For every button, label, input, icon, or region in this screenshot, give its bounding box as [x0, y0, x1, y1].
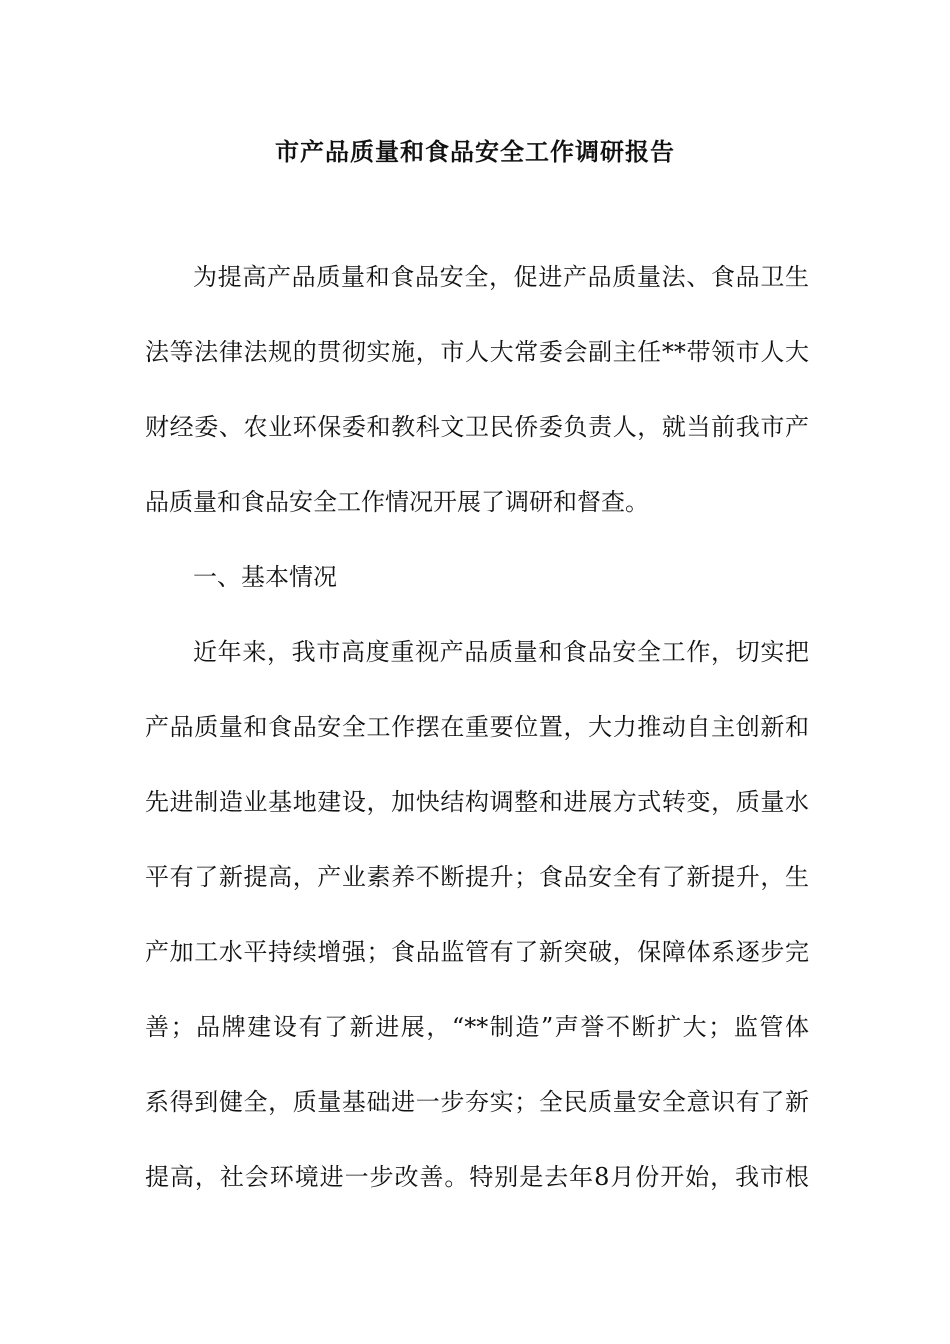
paragraph-1-line-3: 财经委、农业环保委和教科文卫民侨委负责人，就当前我市产 [145, 413, 809, 441]
paragraph-2-line-2: 产品质量和食品安全工作摆在重要位置，大力推动自主创新和 [145, 713, 809, 741]
section-heading: 一、基本情况 [193, 563, 337, 591]
paragraph-2-line-3: 先进制造业基地建设，加快结构调整和进展方式转变，质量水 [145, 788, 809, 816]
paragraph-1-line-1: 为提高产品质量和食品安全，促进产品质量法、食品卫生 [193, 263, 809, 291]
paragraph-2-line-8: 提高，社会环境进一步改善。特别是去年8月份开始，我市根 [145, 1163, 809, 1191]
paragraph-2-line-6: 善；品牌建设有了新进展，“**制造”声誉不断扩大；监管体 [145, 1013, 809, 1041]
paragraph-2-line-7: 系得到健全，质量基础进一步夯实；全民质量安全意识有了新 [145, 1088, 809, 1116]
paragraph-2-line-4: 平有了新提高，产业素养不断提升；食品安全有了新提升，生 [145, 863, 809, 891]
paragraph-1-line-2: 法等法律法规的贯彻实施，市人大常委会副主任**带领市人大 [145, 338, 809, 366]
document-body [145, 251, 809, 1226]
paragraph-2-line-1: 近年来，我市高度重视产品质量和食品安全工作，切实把 [193, 638, 809, 666]
paragraph-2-line-5: 产加工水平持续增强；食品监管有了新突破，保障体系逐步完 [145, 938, 809, 966]
paragraph-1-line-4: 品质量和食品安全工作情况开展了调研和督查。 [145, 488, 649, 516]
document-title: 市产品质量和食品安全工作调研报告 [275, 137, 675, 166]
